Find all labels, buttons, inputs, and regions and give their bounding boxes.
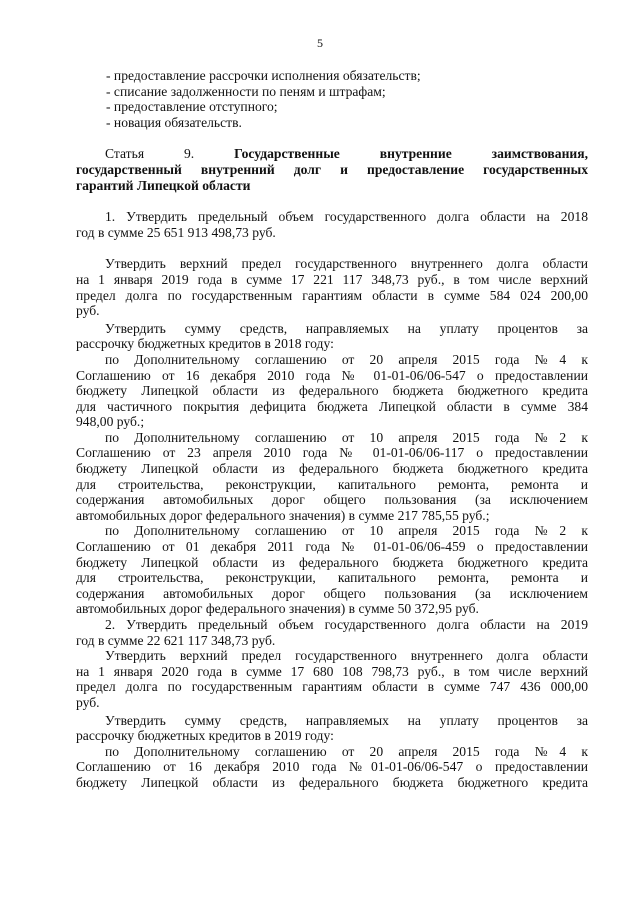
paragraph-upper-limit-2019 — [76, 256, 588, 318]
paragraph-line: на 1 января 2019 года в сумме 17 221 117 348,73 руб., в том числе верхний — [76, 271, 588, 287]
paragraph-line: содержания автомобильных дорог общего пользования (за исключением — [76, 585, 588, 601]
paragraph-line: автомобильных дорог федерального значения) в сумме 50 372,95 руб. — [76, 601, 479, 617]
paragraph-line: бюджету Липецкой области из федерального бюджета бюджетного кредита — [76, 774, 588, 790]
document-body — [76, 68, 588, 791]
paragraph-line: Утвердить сумму средств, направляемых на уплату процентов за — [105, 320, 588, 336]
paragraph-agreement-459-2018 — [76, 523, 588, 617]
paragraph-upper-limit-2020 — [76, 648, 588, 710]
paragraph-line: рассрочку бюджетных кредитов в 2019 году: — [76, 728, 334, 744]
paragraph-line: Утвердить верхний предел государственного внутреннего долга области — [105, 648, 588, 664]
paragraph-line: предел долга по государственным гарантиям области в сумме 747 436 000,00 — [76, 679, 588, 695]
paragraph-line: для частичного покрытия дефицита бюджета Липецкой области в сумме 384 — [76, 398, 588, 414]
paragraph-line: бюджету Липецкой области из федерального бюджета бюджетного кредита — [76, 383, 588, 399]
article-heading-line — [76, 146, 588, 162]
page-number: 5 — [317, 36, 323, 50]
list-item: - предоставление отступного; — [106, 99, 278, 115]
list-item: - списание задолженности по пеням и штрафам; — [106, 83, 386, 99]
paragraph-line: Утвердить верхний предел государственного внутреннего долга области — [105, 256, 588, 272]
paragraph-line: Соглашению от 23 апреля 2010 года № 01-01-06/06-117 о предоставлении — [76, 445, 588, 461]
paragraph-line: Соглашению от 01 декабря 2011 года № 01-01-06/06-459 о предоставлении — [76, 539, 588, 555]
article-heading-text — [105, 146, 588, 161]
paragraph-line: на 1 января 2020 года в сумме 17 680 108 798,73 руб., в том числе верхний — [76, 663, 588, 679]
paragraph-agreement-547-2018 — [76, 352, 588, 430]
paragraph-interest-2018 — [76, 321, 588, 352]
paragraph-interest-2019 — [76, 713, 588, 744]
article-heading-line: гарантий Липецкой области — [76, 177, 251, 193]
paragraph-line: автомобильных дорог федерального значения) в сумме 217 785,55 руб.; — [76, 507, 490, 523]
paragraph-debt-limit-2018 — [76, 209, 588, 240]
paragraph-line: 948,00 руб.; — [76, 414, 145, 430]
paragraph-line: по Дополнительному соглашению от 10 апреля 2015 года №2 к — [105, 523, 588, 539]
paragraph-line: руб. — [76, 303, 100, 319]
paragraph-line: год в сумме 25 651 913 498,73 руб. — [76, 224, 276, 240]
debt-settlement-list — [76, 68, 588, 130]
paragraph-line: год в сумме 22 621 117 348,73 руб. — [76, 632, 276, 648]
list-item: - новация обязательств. — [106, 114, 242, 130]
paragraph-line: для строительства, реконструкции, капитального ремонта, ремонта и — [76, 476, 588, 492]
paragraph-line: Утвердить сумму средств, направляемых на уплату процентов за — [105, 712, 588, 728]
paragraph-line: предел долга по государственным гарантиям области в сумме 584 024 200,00 — [76, 287, 588, 303]
paragraph-line: бюджету Липецкой области из федерального бюджета бюджетного кредита — [76, 461, 588, 477]
paragraph-line: Соглашению от 16 декабря 2010 года №01-01-06/06-547 о предоставлении — [76, 759, 588, 775]
paragraph-line: для строительства, реконструкции, капитального ремонта, ремонта и — [76, 570, 588, 586]
article-title: Государственные внутренние заимствования, — [194, 146, 588, 162]
paragraph-line: бюджету Липецкой области из федерального бюджета бюджетного кредита — [76, 554, 588, 570]
paragraph-line: по Дополнительному соглашению от 20 апреля 2015 года №4 к — [105, 351, 588, 367]
article-number: Статья 9. — [105, 146, 195, 162]
paragraph-debt-limit-2019 — [76, 617, 588, 648]
article-heading — [76, 146, 588, 193]
paragraph-agreement-547-2019 — [76, 744, 588, 791]
paragraph-line: по Дополнительному соглашению от 20 апреля 2015 года №4 к — [105, 743, 588, 759]
paragraph-agreement-117-2018 — [76, 430, 588, 524]
paragraph-line: 1. Утвердить предельный объем государственного долга области на 2018 — [105, 209, 588, 225]
paragraph-line: Соглашению от 16 декабря 2010 года № 01-01-06/06-547 о предоставлении — [76, 367, 588, 383]
list-item: - предоставление рассрочки исполнения обязательств; — [106, 68, 421, 83]
paragraph-line: руб. — [76, 694, 100, 710]
paragraph-line: рассрочку бюджетных кредитов в 2018 году: — [76, 336, 334, 352]
paragraph-line: 2. Утвердить предельный объем государственного долга области на 2019 — [105, 617, 588, 632]
paragraph-line: по Дополнительному соглашению от 10 апреля 2015 года №2 к — [105, 429, 588, 445]
paragraph-line: содержания автомобильных дорог общего пользования (за исключением — [76, 492, 588, 508]
article-heading-line: государственный внутренний долг и предоставление государственных — [76, 161, 588, 177]
